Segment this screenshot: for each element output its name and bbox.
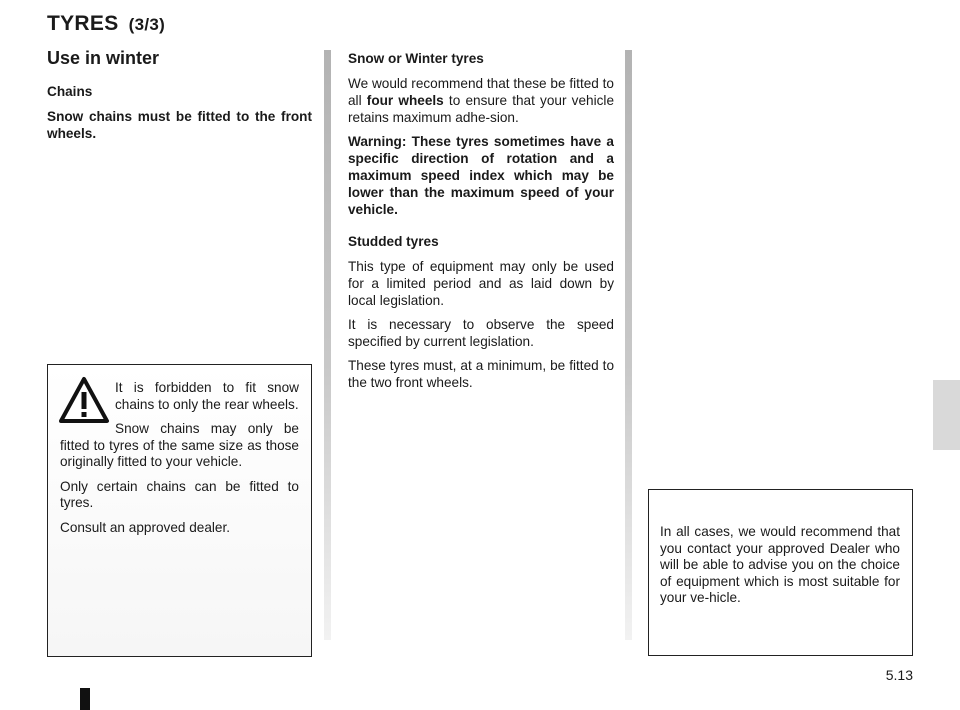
warning-p3: Only certain chains can be fitted to tyres. <box>60 478 299 510</box>
right-column <box>348 50 614 398</box>
warning-p4: Consult an approved dealer. <box>60 519 231 535</box>
warning-text <box>60 380 299 544</box>
column-divider-left <box>324 50 331 640</box>
snow-text-bold: four wheels <box>366 93 444 108</box>
snow-text-part2: to ensure that your vehicle retains maximum adhe-sion. <box>348 93 614 125</box>
snow-tyres-text <box>348 75 614 126</box>
left-column <box>47 50 312 149</box>
studded-text-3: These tyres must, at a minimum, be fitted to the two front wheels. <box>348 358 614 390</box>
page-number: 5.13 <box>885 667 913 683</box>
warning-box <box>47 364 312 657</box>
chains-text: Snow chains must be fitted to the front wheels. <box>47 109 312 141</box>
snow-text-part1: We would recommend that these be fitted to all <box>348 76 614 108</box>
warning-p1: It is forbidden to fit snow chains to only the rear wheels. <box>115 380 299 412</box>
title-text: TYRES <box>47 12 119 35</box>
column-divider-right <box>625 50 632 640</box>
page-title <box>47 12 165 36</box>
info-text: In all cases, we would recommend that you contact your approved Dealer who will be able to advise you on the choice of equipment which is most suitable for your ve-hicle. <box>660 524 900 605</box>
studded-text-1: This type of equipment may only be used for a limited period and as laid down by local legislation. <box>348 259 614 308</box>
crop-mark <box>80 688 90 710</box>
warning-p2: Snow chains may only be fitted to tyres of the same size as those originally fitted to your vehicle. <box>60 421 299 469</box>
chains-heading: Chains <box>47 84 93 99</box>
chapter-tab <box>933 380 960 450</box>
section-heading: Use in winter <box>47 48 160 68</box>
info-box <box>648 489 913 656</box>
title-part: (3/3) <box>128 15 166 34</box>
snow-tyres-warning: Warning: These tyres sometimes have a specific direction of rotation and a maximum speed index which may be lower than the maximum speed of your vehicle. <box>348 134 614 217</box>
studded-tyres-heading: Studded tyres <box>348 234 439 249</box>
snow-tyres-heading: Snow or Winter tyres <box>348 51 484 66</box>
studded-text-2: It is necessary to observe the speed specified by current legislation. <box>348 317 614 349</box>
